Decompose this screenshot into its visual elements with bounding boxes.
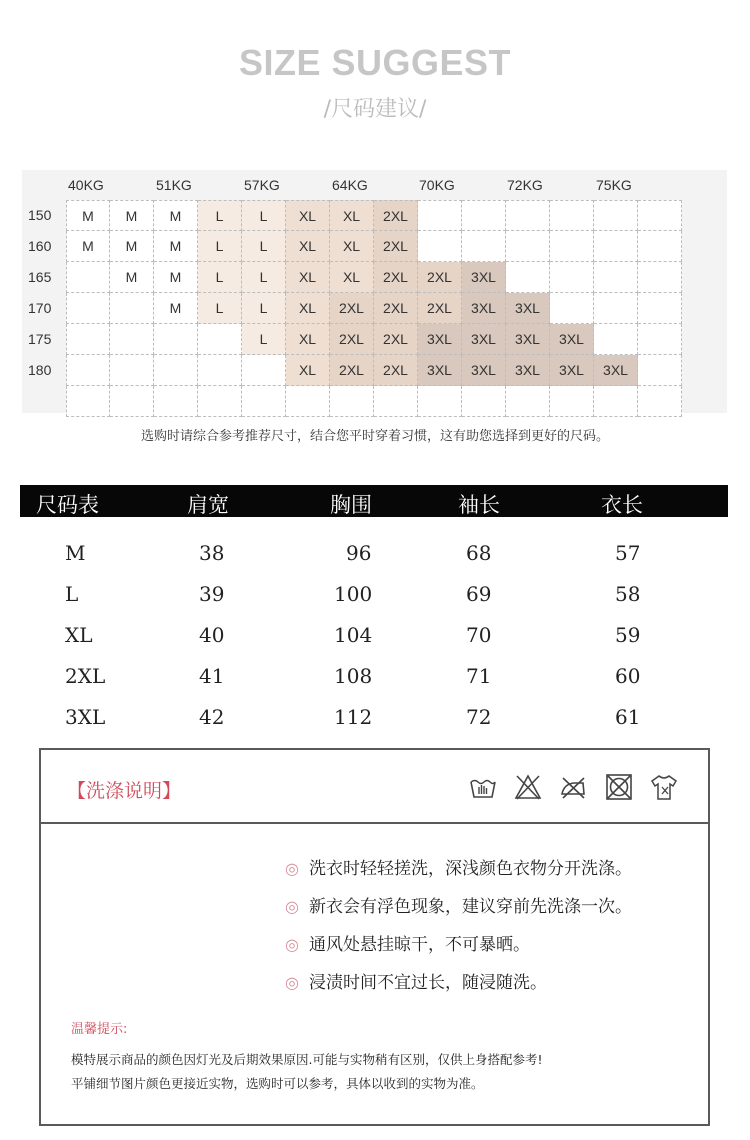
size-suggest-subtitle: /尺码建议/ <box>323 97 427 122</box>
size-cell <box>638 293 682 324</box>
size-cell <box>638 324 682 355</box>
wash-instructions-panel <box>39 748 710 1126</box>
size-cell <box>66 355 110 386</box>
size-cell <box>418 231 462 262</box>
size-cell: L <box>198 262 242 293</box>
size-cell: XL <box>286 324 330 355</box>
size-cell <box>66 262 110 293</box>
table-cell: 68 <box>466 541 492 565</box>
size-cell: 2XL <box>330 293 374 324</box>
size-cell: 3XL <box>418 355 462 386</box>
size-cell <box>198 324 242 355</box>
size-cell <box>198 386 242 417</box>
care-item: ◎ 新衣会有浮色现象，建议穿前先洗涤一次。 <box>285 897 632 917</box>
size-cell <box>594 200 638 231</box>
size-cell <box>418 200 462 231</box>
size-cell <box>638 262 682 293</box>
bullet-icon: ◎ <box>285 859 299 878</box>
no-bleach-icon <box>513 772 543 802</box>
size-cell: 2XL <box>330 324 374 355</box>
size-cell <box>638 386 682 417</box>
size-cell <box>550 262 594 293</box>
care-item: ◎ 洗衣时轻轻搓洗，深浅颜色衣物分开洗涤。 <box>285 859 632 879</box>
height-label: 175 <box>28 331 52 347</box>
size-cell: 3XL <box>462 355 506 386</box>
size-cell: XL <box>330 200 374 231</box>
size-cell <box>594 324 638 355</box>
col-header-sleeve: 袖长 <box>458 493 500 517</box>
size-cell: M <box>154 200 198 231</box>
care-item: ◎ 浸渍时间不宜过长，随浸随洗。 <box>285 973 547 993</box>
weight-label: 75KG <box>596 177 632 193</box>
weight-label: 64KG <box>332 177 368 193</box>
table-cell: 41 <box>199 664 225 688</box>
size-cell <box>242 386 286 417</box>
table-cell: 70 <box>466 623 492 647</box>
table-cell: 60 <box>615 664 641 688</box>
size-cell <box>66 293 110 324</box>
size-cell: M <box>110 231 154 262</box>
size-cell: L <box>242 262 286 293</box>
size-cell <box>154 386 198 417</box>
tip-line: 模特展示商品的颜色因灯光及后期效果原因.可能与实物稍有区别，仅供上身搭配参考! <box>71 1052 543 1067</box>
bullet-icon: ◎ <box>285 973 299 992</box>
size-cell: L <box>242 324 286 355</box>
size-cell: 2XL <box>374 324 418 355</box>
size-cell <box>550 231 594 262</box>
size-cell: 3XL <box>550 324 594 355</box>
size-cell <box>110 293 154 324</box>
size-cell: L <box>242 231 286 262</box>
size-cell: 2XL <box>418 293 462 324</box>
hand-wash-icon <box>468 772 498 802</box>
table-cell: 71 <box>466 664 492 688</box>
table-cell: M <box>65 541 86 565</box>
size-cell: L <box>198 200 242 231</box>
size-cell <box>506 262 550 293</box>
tip-title: 温馨提示: <box>71 1022 128 1037</box>
table-cell: 108 <box>334 664 373 688</box>
size-cell: L <box>242 293 286 324</box>
size-cell: 3XL <box>462 262 506 293</box>
height-label: 170 <box>28 300 52 316</box>
size-cell <box>418 386 462 417</box>
size-cell <box>154 355 198 386</box>
table-cell: 3XL <box>65 705 106 729</box>
weight-label: 51KG <box>156 177 192 193</box>
table-cell: XL <box>65 623 93 647</box>
size-cell <box>594 293 638 324</box>
size-cell: XL <box>286 231 330 262</box>
size-cell <box>462 200 506 231</box>
size-cell: M <box>66 231 110 262</box>
size-cell <box>374 386 418 417</box>
table-cell: 69 <box>466 582 492 606</box>
size-cell <box>66 386 110 417</box>
size-cell: M <box>110 200 154 231</box>
table-cell: L <box>65 582 79 606</box>
table-cell: 38 <box>199 541 225 565</box>
size-cell <box>594 386 638 417</box>
care-item: ◎ 通风处悬挂晾干，不可暴晒。 <box>285 935 530 955</box>
size-cell <box>110 386 154 417</box>
size-cell <box>198 355 242 386</box>
size-cell <box>66 324 110 355</box>
size-cell: XL <box>330 231 374 262</box>
size-cell: 2XL <box>374 355 418 386</box>
size-suggest-grid <box>22 170 727 413</box>
no-tumble-dry-icon <box>604 772 634 802</box>
size-suggest-title: SIZE SUGGEST <box>238 42 512 83</box>
size-cell: 2XL <box>330 355 374 386</box>
height-label: 150 <box>28 207 52 223</box>
size-cell <box>110 324 154 355</box>
tip-line: 平铺细节图片颜色更接近实物，选购时可以参考，具体以收到的实物为准。 <box>71 1076 484 1091</box>
size-cell: M <box>154 262 198 293</box>
size-cell <box>550 293 594 324</box>
size-cell <box>594 231 638 262</box>
table-cell: 61 <box>615 705 641 729</box>
no-dry-clean-shirt-icon <box>649 772 679 802</box>
size-cell: 2XL <box>374 231 418 262</box>
bullet-icon: ◎ <box>285 935 299 954</box>
weight-label: 57KG <box>244 177 280 193</box>
wash-title: 【洗涤说明】 <box>67 780 182 802</box>
size-cell: 2XL <box>374 262 418 293</box>
table-cell: 40 <box>199 623 225 647</box>
size-chart-header <box>20 485 728 517</box>
height-label: 165 <box>28 269 52 285</box>
size-cell <box>506 386 550 417</box>
size-cell <box>286 386 330 417</box>
size-cell: XL <box>286 200 330 231</box>
size-cell <box>506 231 550 262</box>
col-header-size: 尺码表 <box>36 493 99 517</box>
table-cell: 39 <box>199 582 225 606</box>
size-cell: 3XL <box>506 293 550 324</box>
size-cell <box>594 262 638 293</box>
table-cell: 112 <box>334 705 373 729</box>
no-iron-icon <box>558 772 588 802</box>
height-label: 180 <box>28 362 52 378</box>
size-cell: XL <box>286 355 330 386</box>
size-cell: XL <box>330 262 374 293</box>
size-cell <box>550 386 594 417</box>
size-cell <box>154 324 198 355</box>
weight-label: 70KG <box>419 177 455 193</box>
table-cell: 57 <box>615 541 641 565</box>
size-cell: 2XL <box>418 262 462 293</box>
table-cell: 58 <box>615 582 641 606</box>
weight-label: 72KG <box>507 177 543 193</box>
size-cell <box>550 200 594 231</box>
wash-header <box>41 750 708 824</box>
size-cell: L <box>242 200 286 231</box>
size-cell: M <box>66 200 110 231</box>
size-cell: 3XL <box>594 355 638 386</box>
table-cell: 2XL <box>65 664 106 688</box>
table-cell: 96 <box>346 541 372 565</box>
size-cell: 3XL <box>462 324 506 355</box>
size-cell: M <box>154 293 198 324</box>
size-cell: 3XL <box>550 355 594 386</box>
weight-label: 40KG <box>68 177 104 193</box>
size-cell: XL <box>286 293 330 324</box>
table-cell: 100 <box>334 582 373 606</box>
height-label: 160 <box>28 238 52 254</box>
size-cell <box>638 355 682 386</box>
table-cell: 104 <box>334 623 373 647</box>
size-cell <box>638 231 682 262</box>
size-cell <box>638 200 682 231</box>
size-cell: M <box>154 231 198 262</box>
size-cell <box>242 355 286 386</box>
size-cell <box>330 386 374 417</box>
bullet-icon: ◎ <box>285 897 299 916</box>
size-cell <box>462 231 506 262</box>
size-cell: M <box>110 262 154 293</box>
size-cell: 3XL <box>506 324 550 355</box>
size-cell: L <box>198 231 242 262</box>
table-cell: 59 <box>615 623 641 647</box>
col-header-shoulder: 肩宽 <box>187 493 229 517</box>
size-cell: L <box>198 293 242 324</box>
size-cell <box>506 200 550 231</box>
size-cell: 3XL <box>462 293 506 324</box>
col-header-chest: 胸围 <box>330 493 372 517</box>
col-header-length: 衣长 <box>601 493 643 517</box>
table-cell: 72 <box>466 705 492 729</box>
size-cell <box>110 355 154 386</box>
size-cell: 2XL <box>374 293 418 324</box>
table-cell: 42 <box>199 705 225 729</box>
size-cell: XL <box>286 262 330 293</box>
size-suggest-note: 选购时请综合参考推荐尺寸，结合您平时穿着习惯，这有助您选择到更好的尺码。 <box>140 429 609 444</box>
size-cell: 3XL <box>418 324 462 355</box>
size-cell <box>462 386 506 417</box>
size-cell: 2XL <box>374 200 418 231</box>
size-cell: 3XL <box>506 355 550 386</box>
